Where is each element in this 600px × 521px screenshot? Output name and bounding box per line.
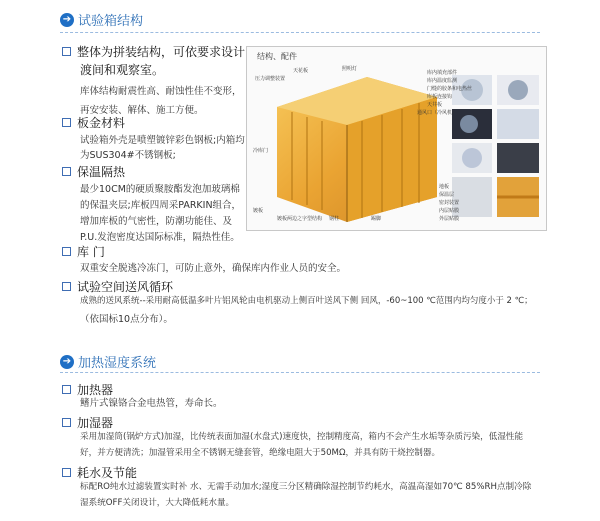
figure-label: 通风口（冷风机） xyxy=(417,110,458,116)
checkbox-icon xyxy=(62,167,71,176)
item-text: 双重安全脱逃冷冻门，可防止意外，确保库内作业人员的安全。 xyxy=(80,263,347,274)
item-text: 为SUS304#不锈钢板; xyxy=(80,150,176,161)
arrow-circle-icon: ➔ xyxy=(60,355,74,369)
checkbox-icon xyxy=(62,468,71,477)
figure-label: 库内填充部件 xyxy=(427,70,458,76)
item-heading: 板金材料 xyxy=(62,114,125,131)
item-heading: 加热器 xyxy=(62,381,113,398)
figure-label: 踢脚 xyxy=(371,216,382,222)
figure-label: 地板 xyxy=(439,184,450,190)
checkbox-icon xyxy=(62,47,71,56)
figure-label: 镀板 xyxy=(253,208,264,214)
figure-label: 天井板 xyxy=(427,102,443,108)
checkbox-icon xyxy=(62,418,71,427)
item-heading: 保温隔热 xyxy=(62,163,125,180)
figure-label: 库内温度监测 xyxy=(427,78,458,84)
divider xyxy=(60,32,540,33)
divider xyxy=(60,372,540,373)
figure-label: 照明灯 xyxy=(342,66,358,72)
item-heading-cont: 渡间和观察室。 xyxy=(80,63,165,77)
figure-label: 内层贴膜 xyxy=(439,208,460,214)
item-text: 试验箱外壳是喷塑镀锌彩色钢板;内箱均 xyxy=(80,135,245,146)
figure-label: 库板连接钩 xyxy=(427,94,453,100)
item-text: 标配RO纯水过滤装置实时补 水、无需手动加水;湿度三分区精确除湿控制节约耗水，高温高湿如70℃ 85%RH点制冷除 xyxy=(80,482,532,492)
figure-label: 外层贴膜 xyxy=(439,216,460,222)
figure-caption: 结构、配件 xyxy=(257,52,297,61)
cold-room-illustration xyxy=(247,47,546,230)
item-text: 采用加湿筒(锅炉方式)加湿，比传统表面加湿(水盘式)速度快，控制精度高，箱内不会产生水垢等杂质污染，低湿性能 xyxy=(80,432,524,442)
item-text: P.U.发泡密度达国际标准，隔热性佳。 xyxy=(80,232,240,243)
figure-label: 钢柱 xyxy=(329,216,340,222)
figure-label: 镀板两边之字型结构 xyxy=(277,216,323,222)
item-text: 成熟的送风系统--采用耐高低温多叶片铝风轮由电机驱动上侧百叶送风下侧 回风，-60~100 ℃范围内均匀度小于 2 ℃； xyxy=(80,296,533,306)
figure-label: 天花板 xyxy=(293,68,309,74)
checkbox-icon xyxy=(62,247,71,256)
checkbox-icon xyxy=(62,118,71,127)
item-text: （依国标10点分布）。 xyxy=(80,314,173,325)
item-heading: 加湿器 xyxy=(62,414,113,431)
item-text: 再安安装、解体、施工方便。 xyxy=(80,105,204,116)
item-text: 湿系统OFF关闭设计，大大降低耗水量。 xyxy=(80,498,235,508)
item-heading: 耗水及节能 xyxy=(62,464,137,481)
checkbox-icon xyxy=(62,385,71,394)
section-title-structure: ➔ 试验箱结构 xyxy=(60,10,143,29)
item-text: 最少10CM的硬质聚胺酯发泡加玻璃棉 xyxy=(80,184,240,195)
item-heading: 库 门 xyxy=(62,243,105,260)
arrow-circle-icon: ➔ xyxy=(60,13,74,27)
figure-label: 保温层 xyxy=(439,192,455,198)
structure-figure xyxy=(246,46,547,231)
item-heading: 整体为拼装结构，可依要求设计 xyxy=(62,43,245,60)
checkbox-icon xyxy=(62,282,71,291)
figure-label: 密封装置 xyxy=(439,200,460,206)
figure-label: 门缝的胶条和电热丝 xyxy=(427,86,473,92)
item-text: 的保温夹层;库板四周采PARKIN组合， xyxy=(80,200,242,211)
item-text: 好，并方便清洗；加湿管采用全不锈钢无缝套管，绝缘电阻大于50MΩ，并具有防干烧控制器。 xyxy=(80,448,441,458)
item-text: 增加库板的气密性，防潮功能佳、及 xyxy=(80,216,233,227)
section-title-heating: ➔ 加热湿度系统 xyxy=(60,352,156,371)
item-text: 鳍片式镍铬合金电热管，寿命长。 xyxy=(80,398,223,409)
figure-label: 冷库门 xyxy=(253,148,269,154)
item-heading: 试验空间送风循环 xyxy=(62,278,173,295)
figure-label: 压力调整装置 xyxy=(255,76,286,82)
item-text: 库体结构耐震性高、耐蚀性佳不变形， xyxy=(80,86,242,97)
